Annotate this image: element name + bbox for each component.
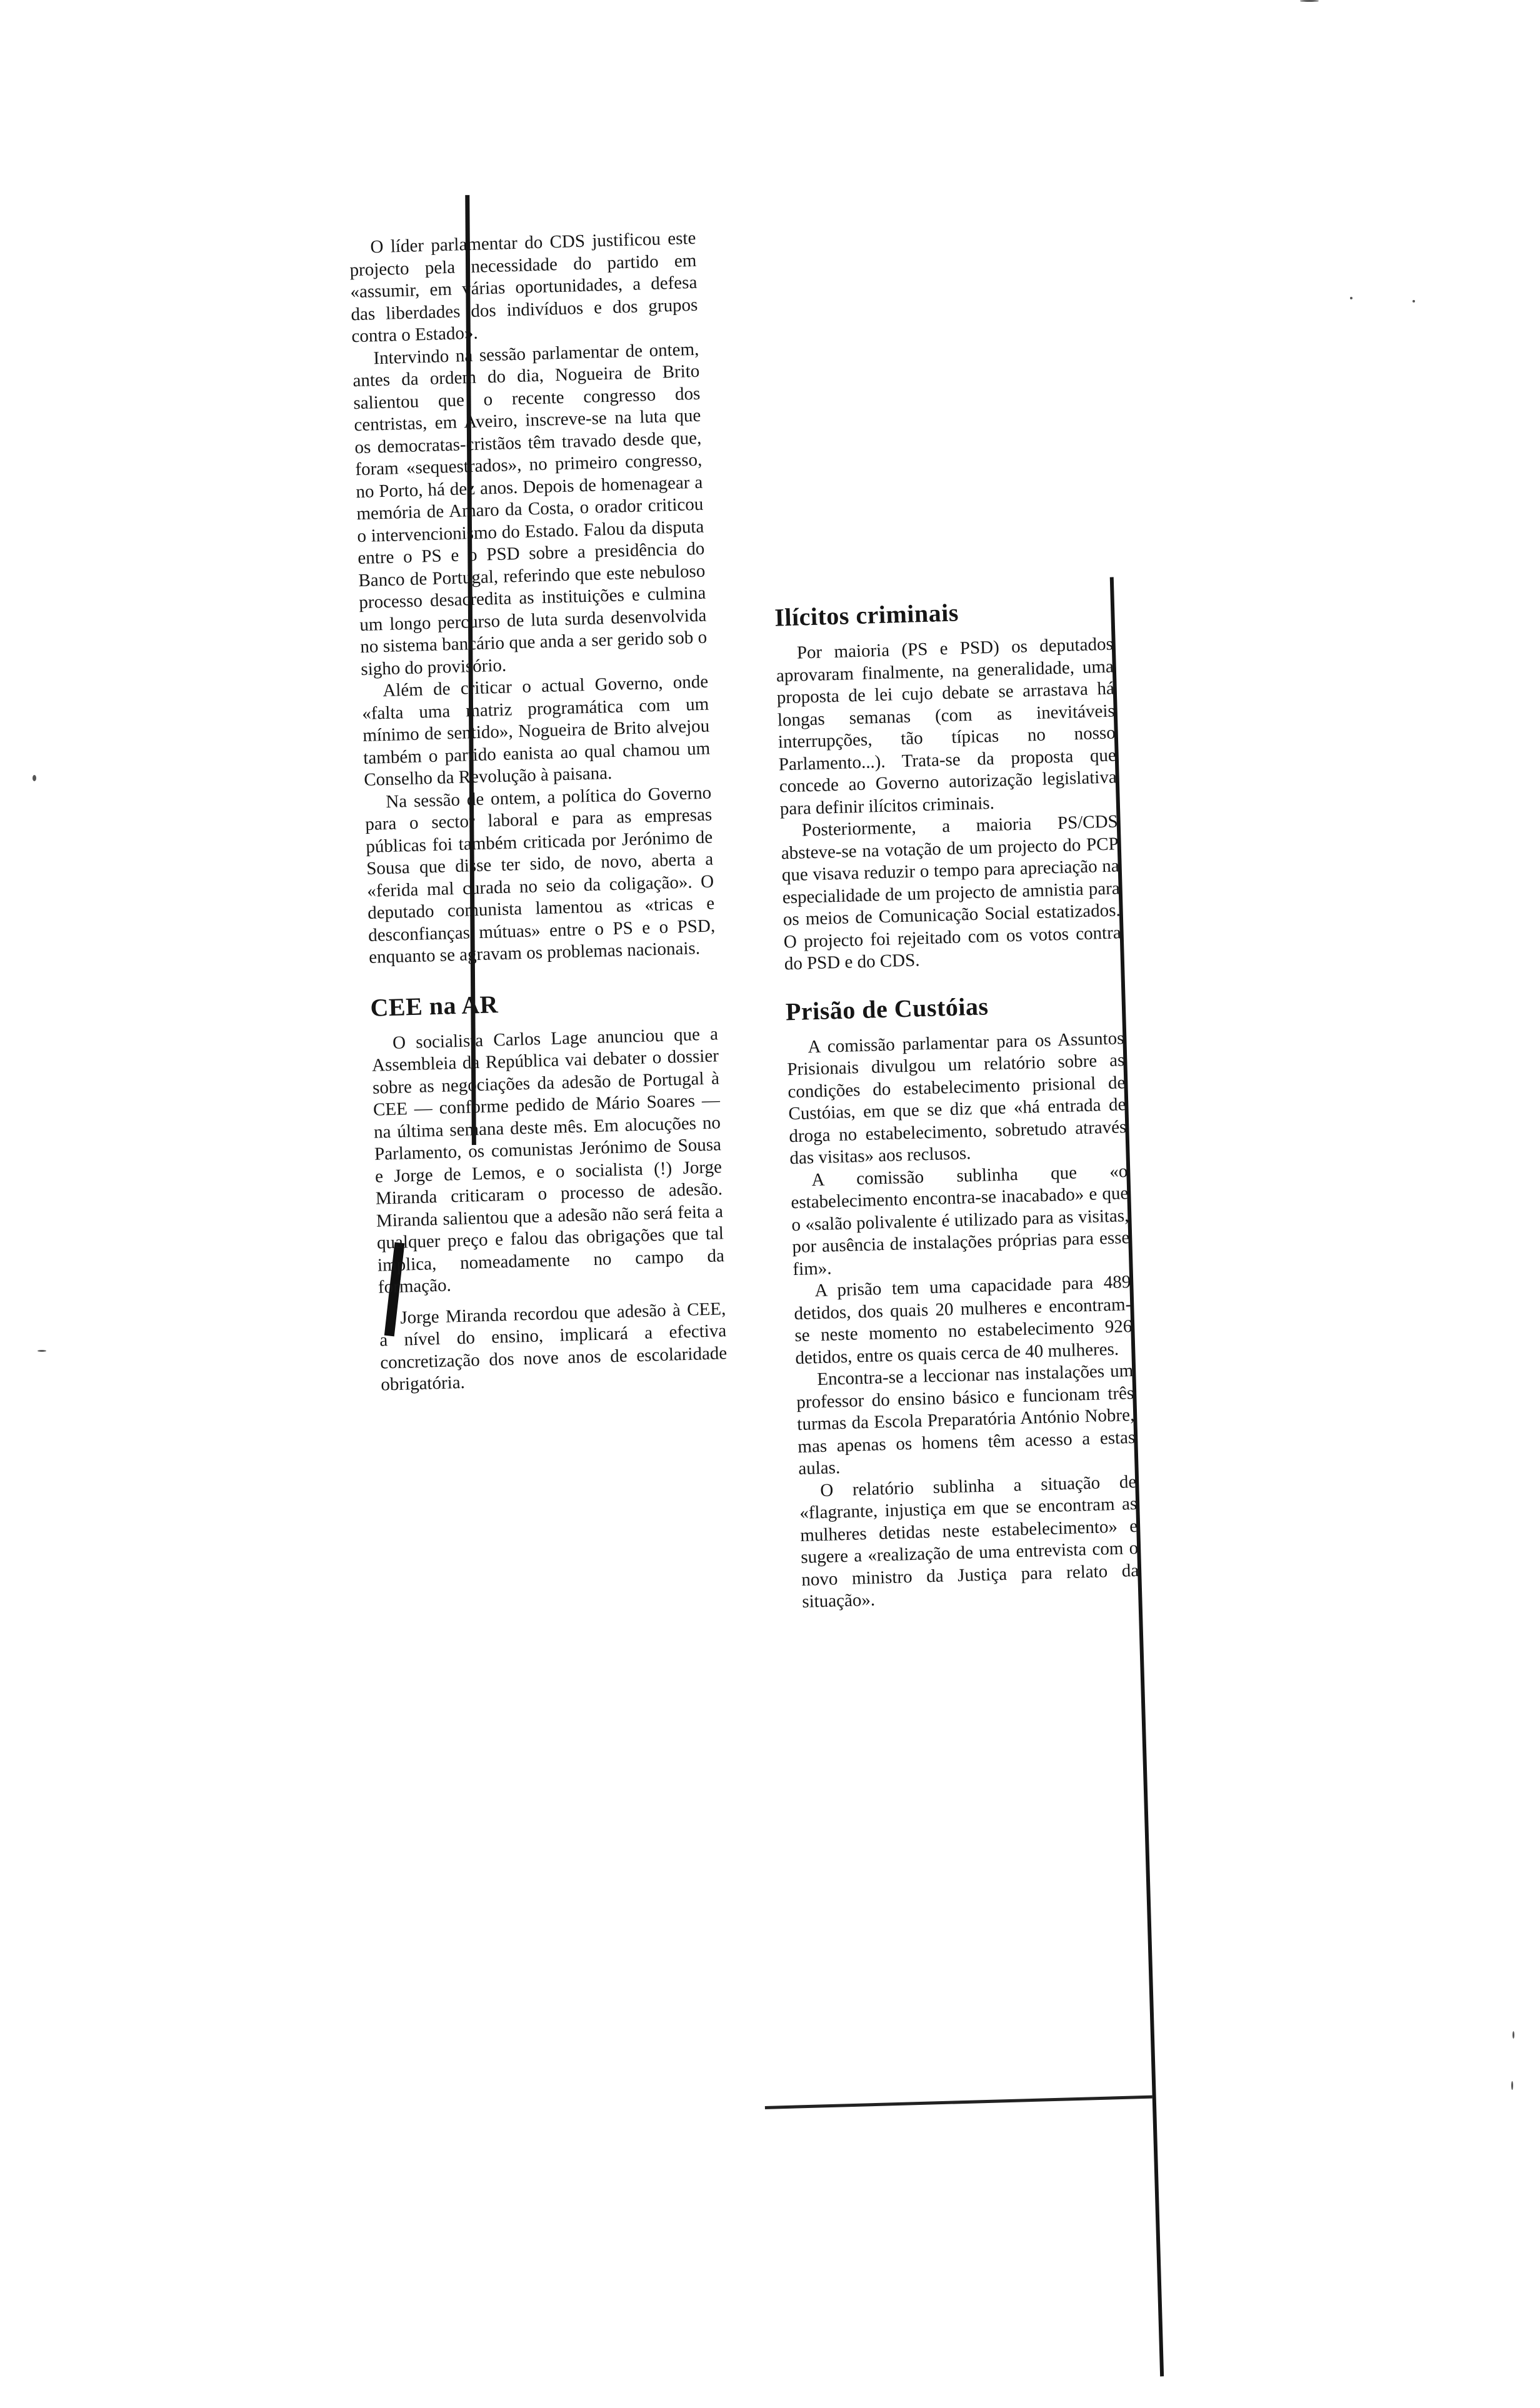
scan-speck [1350,297,1352,299]
section-heading-custoias: Prisão de Custóias [785,991,989,1026]
article-paragraph: Encontra-se a leccionar nas instalações um professor do ensino básico e funcionam três turmas da Escola Preparatória António Nobre, mas apenas os homens têm acesso a estas aulas. [796,1361,1136,1479]
article-paragraph: O líder parlamentar do CDS justificou este projecto pela necessidade do partido em «assumir, em várias oportunidades, a defesa das liberdades dos indivíduos e dos grupos contra o Estado». [349,227,698,347]
article-paragraph: Jorge Miranda recordou que adesão à CEE, a nível do ensino, implicará a efectiva concretização dos nove anos de escolaridade obrigatória. [379,1298,728,1395]
section-heading-ilicitos: Ilícitos criminais [774,598,959,632]
right-column [774,589,1139,1614]
article-paragraph: O socialista Carlos Lage anunciou que a Assembleia da República vai debater o dossier sobre as negociações da adesão de Portugal à CEE — conforme pedido de Mário Soares — na última semana deste mês. Em alocuções no Parlamento, os comunistas Jerónimo de Sousa e Jorge de Lemos, e o socialista (!) Jorge Miranda criticaram o processo de adesão. Miranda salientou que a adesão não será feita a qualquer preço e falou das obrigações que tal implica, nomeadamente no campo da formação. [371,1023,725,1297]
article-paragraph: Posteriormente, a maioria PS/CDS absteve-se na votação de um projecto do PCP que visava reduzir o tempo para apreciação na especialidade de um projecto de amnistia para os meios de Comunicação Social estatizados. O projecto foi rejeitado com os votos contra do PSD e do CDS. [781,811,1122,974]
section-heading-cee: CEE na AR [369,989,499,1022]
scan-speck [1512,2031,1514,2039]
scan-speck [1412,300,1415,302]
article-paragraph: A comissão sublinha que «o estabelecimento encontra-se inacabado» e que o «salão polivalente é utilizado para as visitas, por ausência de instalações próprias para esse fim». [791,1161,1130,1279]
article-paragraph: A comissão parlamentar para os Assuntos Prisionais divulgou um relatório sobre as condições do estabelecimento prisional de Custóias, em que se diz que «há entrada de droga no estabelecimento, sobretudo através das visitas» aos reclusos. [787,1027,1127,1169]
scan-speck [32,775,36,781]
scan-speck [1300,0,1319,2]
article-paragraph: O relatório sublinha a situação de «flagrante, injustiça em que se encontram as mulheres detidas neste estabelecimento» e sugere a «realização de uma entrevista com o novo ministro da Justiça para relato da situação». [799,1471,1139,1612]
article-paragraph: A prisão tem uma capacidade para 489 detidos, dos quais 20 mulheres e encontram-se neste momento no estabelecimento 926 detidos, entre os quais cerca de 40 mulheres. [794,1272,1132,1368]
article-paragraph: Por maioria (PS e PSD) os deputados aprovaram finalmente, na generalidade, uma proposta de lei cujo debate se arrastava há longas semanas (com as inevitáveis interrupções, tão típicas no nosso Parlamento...). Trata-se da proposta que concede ao Governo autorização legislativa para definir ilícitos criminais. [776,634,1118,819]
scan-speck [1511,2081,1513,2090]
article-paragraph: Intervindo na sessão parlamentar de ontem, antes da ordem do dia, Nogueira de Brito salientou que o recente congresso dos centristas, em Aveiro, inscreve-se na luta que os democratas-cristãos têm travado desde que, foram «sequestrados», no primeiro congresso, no Porto, há dez anos. Depois de homenagear a memória de Amaro da Costa, o orador criticou o intervencionismo do Estado. Falou da disputa entre o PS e o PSD sobre a presidência do Banco de Portugal, referindo que este nebuloso processo desacredita as instituições e culmina um longo percurso de luta surda desenvolvida no sistema bancário que anda a ser gerido sob o sigho do provisório. [352,339,708,679]
column-rule-bottom [765,2096,1152,2109]
left-column [349,227,728,1396]
article-paragraph: Na sessão de ontem, a política do Governo para o sector laboral e para as empresas públicas foi também criticada por Jerónimo de Sousa que disse ter sido, de novo, aberta a «ferida mal curada no seio da coligação». O deputado comunista lamentou as «tricas e desconfianças mútuas» entre o PS e o PSD, enquanto se agravam os problemas nacionais. [364,782,716,967]
scan-speck [38,1350,46,1352]
article-paragraph: Além de criticar o actual Governo, onde «falta uma matriz programática com um mínimo de sentido», Nogueira de Brito alvejou também o partido eanista ao qual chamou um Conselho da Revolução à paisana. [361,671,711,791]
